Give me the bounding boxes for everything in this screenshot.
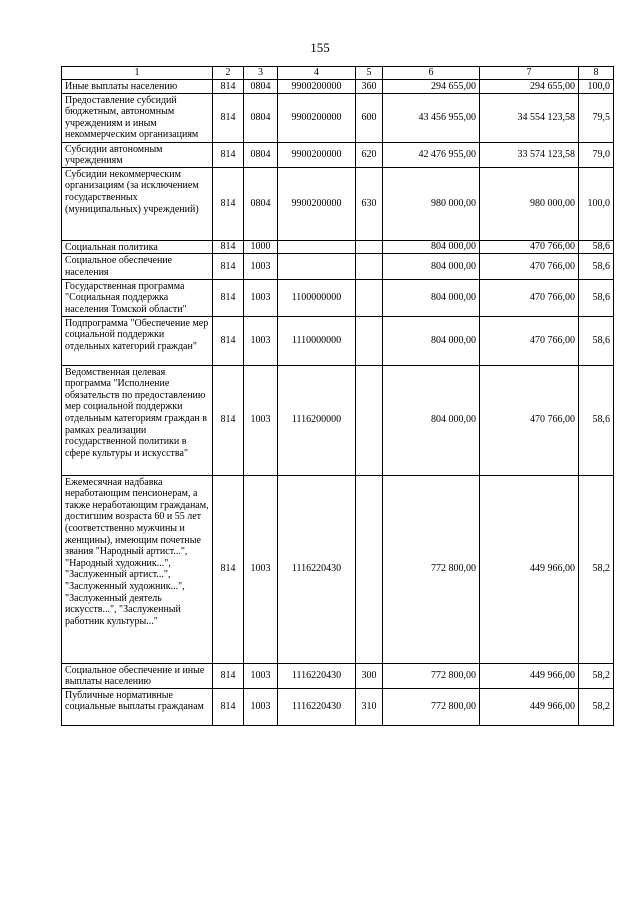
section-code-cell: 0804 <box>244 80 278 94</box>
row-name-cell: Субсидии автономным учреждениям <box>62 142 213 167</box>
target-article-cell: 1116220430 <box>278 688 356 725</box>
ved-code-cell: 814 <box>213 279 244 316</box>
expense-type-cell <box>356 279 383 316</box>
ved-code-cell: 814 <box>213 316 244 365</box>
section-code-cell: 0804 <box>244 142 278 167</box>
ved-code-cell: 814 <box>213 240 244 254</box>
table-row <box>62 80 614 94</box>
planned-amount-cell: 804 000,00 <box>383 316 480 365</box>
execution-percent-cell: 58,6 <box>579 254 614 279</box>
table-row <box>62 93 614 142</box>
target-article-cell: 1116220430 <box>278 475 356 663</box>
header-cell: 8 <box>579 67 614 80</box>
table-row <box>62 240 614 254</box>
ved-code-cell: 814 <box>213 80 244 94</box>
section-code-cell: 1003 <box>244 279 278 316</box>
ved-code-cell: 814 <box>213 688 244 725</box>
planned-amount-cell: 804 000,00 <box>383 240 480 254</box>
expense-type-cell <box>356 365 383 475</box>
row-name-cell: Подпрограмма "Обеспечение мер социальной поддержки отдельных категорий граждан" <box>62 316 213 365</box>
row-name-cell: Предоставление субсидий бюджетным, автономным учреждениям и иным некоммерческим организациям <box>62 93 213 142</box>
planned-amount-cell: 804 000,00 <box>383 279 480 316</box>
executed-amount-cell: 449 966,00 <box>480 688 579 725</box>
executed-amount-cell: 294 655,00 <box>480 80 579 94</box>
planned-amount-cell: 43 456 955,00 <box>383 93 480 142</box>
row-name-cell: Ежемесячная надбавка неработающим пенсионерам, а также неработающим гражданам, достигшим возраста 60 и 55 лет (соответственно мужчины и женщины), имеющим почетные звания "Народный артист...", "Народный художник...", "Заслуженный артист...", "Заслуженный художник...", "Заслуженный деятель искусств...", "Заслуженный работник культуры..." <box>62 475 213 663</box>
execution-percent-cell: 58,6 <box>579 365 614 475</box>
table-row <box>62 279 614 316</box>
planned-amount-cell: 772 800,00 <box>383 475 480 663</box>
table-row <box>62 167 614 240</box>
executed-amount-cell: 34 554 123,58 <box>480 93 579 142</box>
row-name-cell: Публичные нормативные социальные выплаты гражданам <box>62 688 213 725</box>
executed-amount-cell: 470 766,00 <box>480 316 579 365</box>
ved-code-cell: 814 <box>213 142 244 167</box>
planned-amount-cell: 772 800,00 <box>383 688 480 725</box>
planned-amount-cell: 772 800,00 <box>383 663 480 688</box>
section-code-cell: 1003 <box>244 365 278 475</box>
target-article-cell: 9900200000 <box>278 93 356 142</box>
target-article-cell <box>278 240 356 254</box>
header-cell: 5 <box>356 67 383 80</box>
execution-percent-cell: 100,0 <box>579 167 614 240</box>
ved-code-cell: 814 <box>213 663 244 688</box>
row-name-cell: Социальная политика <box>62 240 213 254</box>
header-cell: 3 <box>244 67 278 80</box>
ved-code-cell: 814 <box>213 365 244 475</box>
execution-percent-cell: 100,0 <box>579 80 614 94</box>
planned-amount-cell: 804 000,00 <box>383 365 480 475</box>
ved-code-cell: 814 <box>213 475 244 663</box>
table-row <box>62 688 614 725</box>
expense-type-cell <box>356 316 383 365</box>
target-article-cell: 9900200000 <box>278 142 356 167</box>
target-article-cell: 1110000000 <box>278 316 356 365</box>
table-row <box>62 365 614 475</box>
expense-type-cell: 310 <box>356 688 383 725</box>
executed-amount-cell: 33 574 123,58 <box>480 142 579 167</box>
expense-type-cell: 300 <box>356 663 383 688</box>
executed-amount-cell: 470 766,00 <box>480 365 579 475</box>
planned-amount-cell: 42 476 955,00 <box>383 142 480 167</box>
expense-type-cell <box>356 254 383 279</box>
row-name-cell: Социальное обеспечение и иные выплаты населению <box>62 663 213 688</box>
executed-amount-cell: 470 766,00 <box>480 279 579 316</box>
row-name-cell: Государственная программа "Социальная поддержка населения Томской области" <box>62 279 213 316</box>
header-cell: 7 <box>480 67 579 80</box>
table-row <box>62 254 614 279</box>
page-number: 155 <box>310 40 330 55</box>
planned-amount-cell: 294 655,00 <box>383 80 480 94</box>
planned-amount-cell: 980 000,00 <box>383 167 480 240</box>
row-name-cell: Субсидии некоммерческим организациям (за исключением государственных (муниципальных) учреждений) <box>62 167 213 240</box>
execution-percent-cell: 58,6 <box>579 240 614 254</box>
section-code-cell: 1003 <box>244 475 278 663</box>
section-code-cell: 0804 <box>244 167 278 240</box>
header-cell: 1 <box>62 67 213 80</box>
executed-amount-cell: 449 966,00 <box>480 663 579 688</box>
target-article-cell: 1116200000 <box>278 365 356 475</box>
execution-percent-cell: 79,5 <box>579 93 614 142</box>
table-row <box>62 142 614 167</box>
section-code-cell: 0804 <box>244 93 278 142</box>
execution-percent-cell: 58,2 <box>579 475 614 663</box>
section-code-cell: 1003 <box>244 316 278 365</box>
executed-amount-cell: 980 000,00 <box>480 167 579 240</box>
expense-type-cell <box>356 240 383 254</box>
ved-code-cell: 814 <box>213 93 244 142</box>
header-cell: 4 <box>278 67 356 80</box>
expense-type-cell: 360 <box>356 80 383 94</box>
budget-execution-table <box>61 66 614 726</box>
target-article-cell <box>278 254 356 279</box>
table-row <box>62 475 614 663</box>
ved-code-cell: 814 <box>213 254 244 279</box>
expense-type-cell <box>356 475 383 663</box>
header-row <box>62 67 614 80</box>
table-row <box>62 663 614 688</box>
target-article-cell: 9900200000 <box>278 80 356 94</box>
execution-percent-cell: 58,6 <box>579 316 614 365</box>
row-name-cell: Социальное обеспечение населения <box>62 254 213 279</box>
ved-code-cell: 814 <box>213 167 244 240</box>
planned-amount-cell: 804 000,00 <box>383 254 480 279</box>
expense-type-cell: 600 <box>356 93 383 142</box>
execution-percent-cell: 58,2 <box>579 663 614 688</box>
execution-percent-cell: 58,2 <box>579 688 614 725</box>
table-row <box>62 316 614 365</box>
expense-type-cell: 620 <box>356 142 383 167</box>
executed-amount-cell: 470 766,00 <box>480 240 579 254</box>
section-code-cell: 1003 <box>244 254 278 279</box>
execution-percent-cell: 58,6 <box>579 279 614 316</box>
section-code-cell: 1000 <box>244 240 278 254</box>
row-name-cell: Иные выплаты населению <box>62 80 213 94</box>
section-code-cell: 1003 <box>244 688 278 725</box>
section-code-cell: 1003 <box>244 663 278 688</box>
executed-amount-cell: 449 966,00 <box>480 475 579 663</box>
target-article-cell: 1100000000 <box>278 279 356 316</box>
header-cell: 2 <box>213 67 244 80</box>
target-article-cell: 9900200000 <box>278 167 356 240</box>
executed-amount-cell: 470 766,00 <box>480 254 579 279</box>
execution-percent-cell: 79,0 <box>579 142 614 167</box>
table-body <box>62 67 614 726</box>
header-cell: 6 <box>383 67 480 80</box>
row-name-cell: Ведомственная целевая программа "Исполнение обязательств по предоставлению мер социальной поддержки отдельным категориям граждан в рамках реализации государственной политики в сфере культуры и искусства" <box>62 365 213 475</box>
target-article-cell: 1116220430 <box>278 663 356 688</box>
expense-type-cell: 630 <box>356 167 383 240</box>
